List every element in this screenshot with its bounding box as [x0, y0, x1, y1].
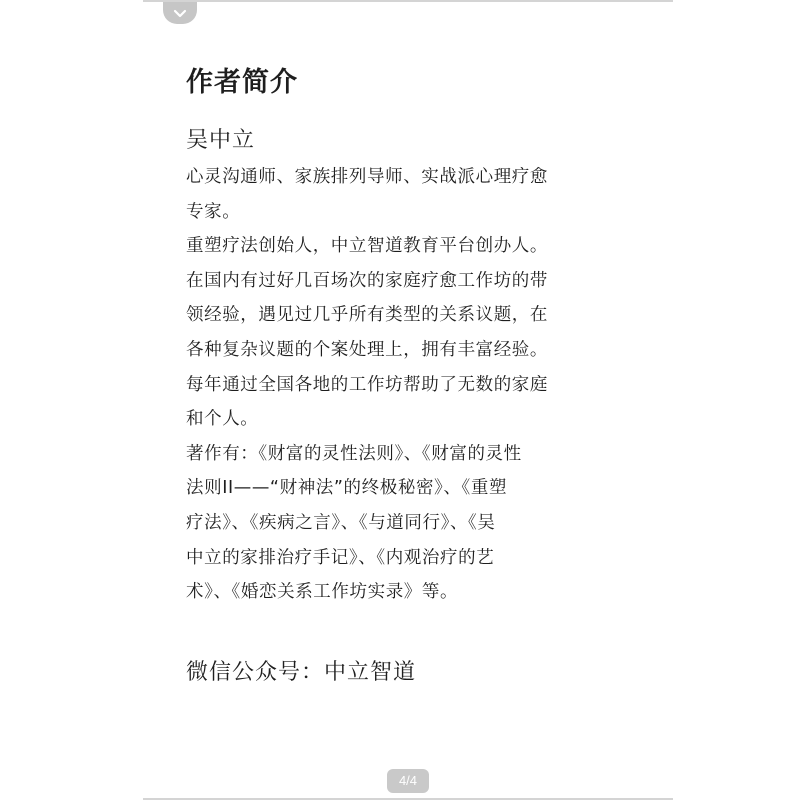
- author-bio: [186, 160, 636, 610]
- document-page: [186, 60, 636, 690]
- wechat-account: 微信公众号：中立智道: [186, 659, 417, 685]
- bio-line: 中立的家排治疗手记》、《内观治疗的艺: [186, 547, 495, 568]
- top-divider: [143, 0, 673, 2]
- bio-line: 领经验，遇见过几乎所有类型的关系议题，在: [186, 305, 548, 326]
- bio-line: 术》、《婚恋关系工作坊实录》等。: [186, 582, 459, 603]
- bio-line: 法则II——“财神法”的终极秘密》、《重塑: [186, 478, 508, 499]
- bio-line: 在国内有过好几百场次的家庭疗愈工作坊的带: [186, 270, 548, 291]
- author-name: 吴中立: [186, 128, 256, 153]
- bio-line: 专家。: [186, 201, 241, 222]
- bio-line: 各种复杂议题的个案处理上，拥有丰富经验。: [186, 339, 548, 360]
- collapse-button[interactable]: [163, 2, 197, 24]
- section-title: 作者简介: [186, 67, 298, 98]
- bio-line: 著作有：《财富的灵性法则》、《财富的灵性: [186, 443, 522, 464]
- page-indicator: 4/4: [387, 769, 429, 793]
- bio-line: 每年通过全国各地的工作坊帮助了无数的家庭: [186, 374, 548, 395]
- chevron-down-icon: [173, 9, 187, 18]
- bio-line: 心灵沟通师、家族排列导师、实战派心理疗愈: [186, 167, 548, 187]
- bio-line: 重塑疗法创始人，中立智道教育平台创办人。: [186, 236, 548, 257]
- bio-line: 和个人。: [186, 409, 259, 430]
- bio-line: 疗法》、《疾病之言》、《与道同行》、《吴: [186, 512, 496, 533]
